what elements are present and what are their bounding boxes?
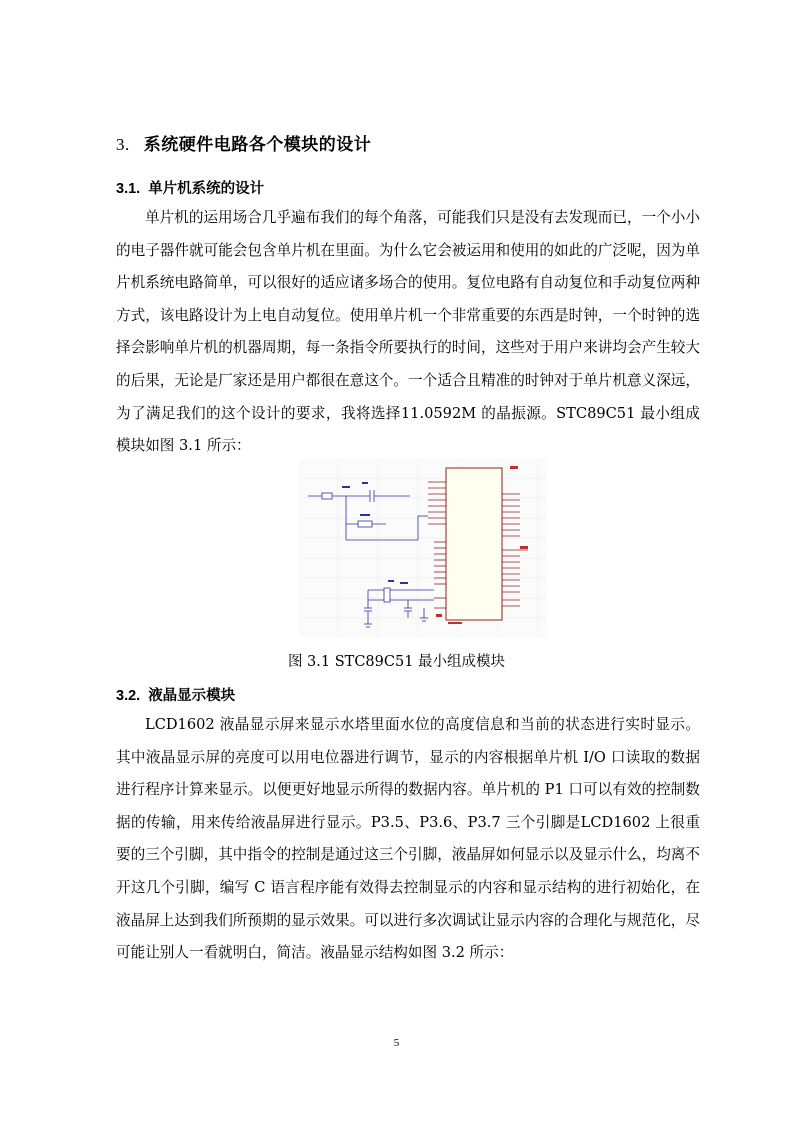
paragraph-lcd-module: LCD1602 液晶显示屏来显示水塔里面水位的高度信息和当前的状态进行实时显示。其中液晶显示屏的亮度可以用电位器进行调节，显示的内容根据单片机 I/O 口读取的数据进行程序计算来显示。以便更好地显示所得的数据内容。单片机的 P1 口可以有效的控制数据的传输，用来传给液晶屏进行显示。P3.5、P3.6、P3.7 三个引脚是LCD1602 上很重要的三个引脚，其中指令的控制是通过这三个引脚，液晶屏如何显示以及显示什么，均离不开这几个引脚，编写 C 语言程序能有效得去控制显示的内容和显示结构的进行初始化，在液晶屏上达到我们所预期的显示效果。可以进行多次调试让显示内容的合理化与规范化，尽可能让别人一看就明白，简洁。液晶显示结构如图 3.2 所示：	[116, 716, 700, 962]
figure-stc89c51-schematic	[298, 458, 547, 638]
subsection-title: 液晶显示模块	[148, 688, 236, 704]
section-title: 系统硬件电路各个模块的设计	[143, 135, 372, 155]
page-number: 5	[393, 1037, 400, 1049]
figure-caption-3-1: 图 3.1 STC89C51 最小组成模块	[287, 654, 506, 670]
subsection-title: 单片机系统的设计	[148, 181, 265, 197]
paragraph-mcu-system: 单片机的运用场合几乎遍布我们的每个角落，可能我们只是没有去发现而已，一个小小的电子器件就可能会包含单片机在里面。为什么它会被运用和使用的如此的广泛呢，因为单片机系统电路简单，可以很好的适应诸多场合的使用。复位电路有自动复位和手动复位两种方式，该电路设计为上电自动复位。使用单片机一个非常重要的东西是时钟，一个时钟的选择会影响单片机的机器周期，每一条指令所要执行的时间，这些对于用户来讲均会产生较大的后果，无论是厂家还是用户都很在意这个。一个适合且精准的时钟对于单片机意义深远， 为了满足我们的这个设计的要求，我将选择11.0592M 的晶振源。STC89C51 最小组成模块如图 3.1 所示：	[116, 209, 700, 455]
section-heading	[116, 130, 371, 155]
subsection-number: 3.2.	[116, 688, 141, 704]
subsection-heading-3-2	[116, 684, 235, 705]
section-number: 3.	[116, 135, 130, 154]
subsection-heading-3-1	[116, 177, 264, 198]
schematic-diagram	[298, 458, 547, 638]
subsection-number: 3.1.	[116, 181, 141, 197]
